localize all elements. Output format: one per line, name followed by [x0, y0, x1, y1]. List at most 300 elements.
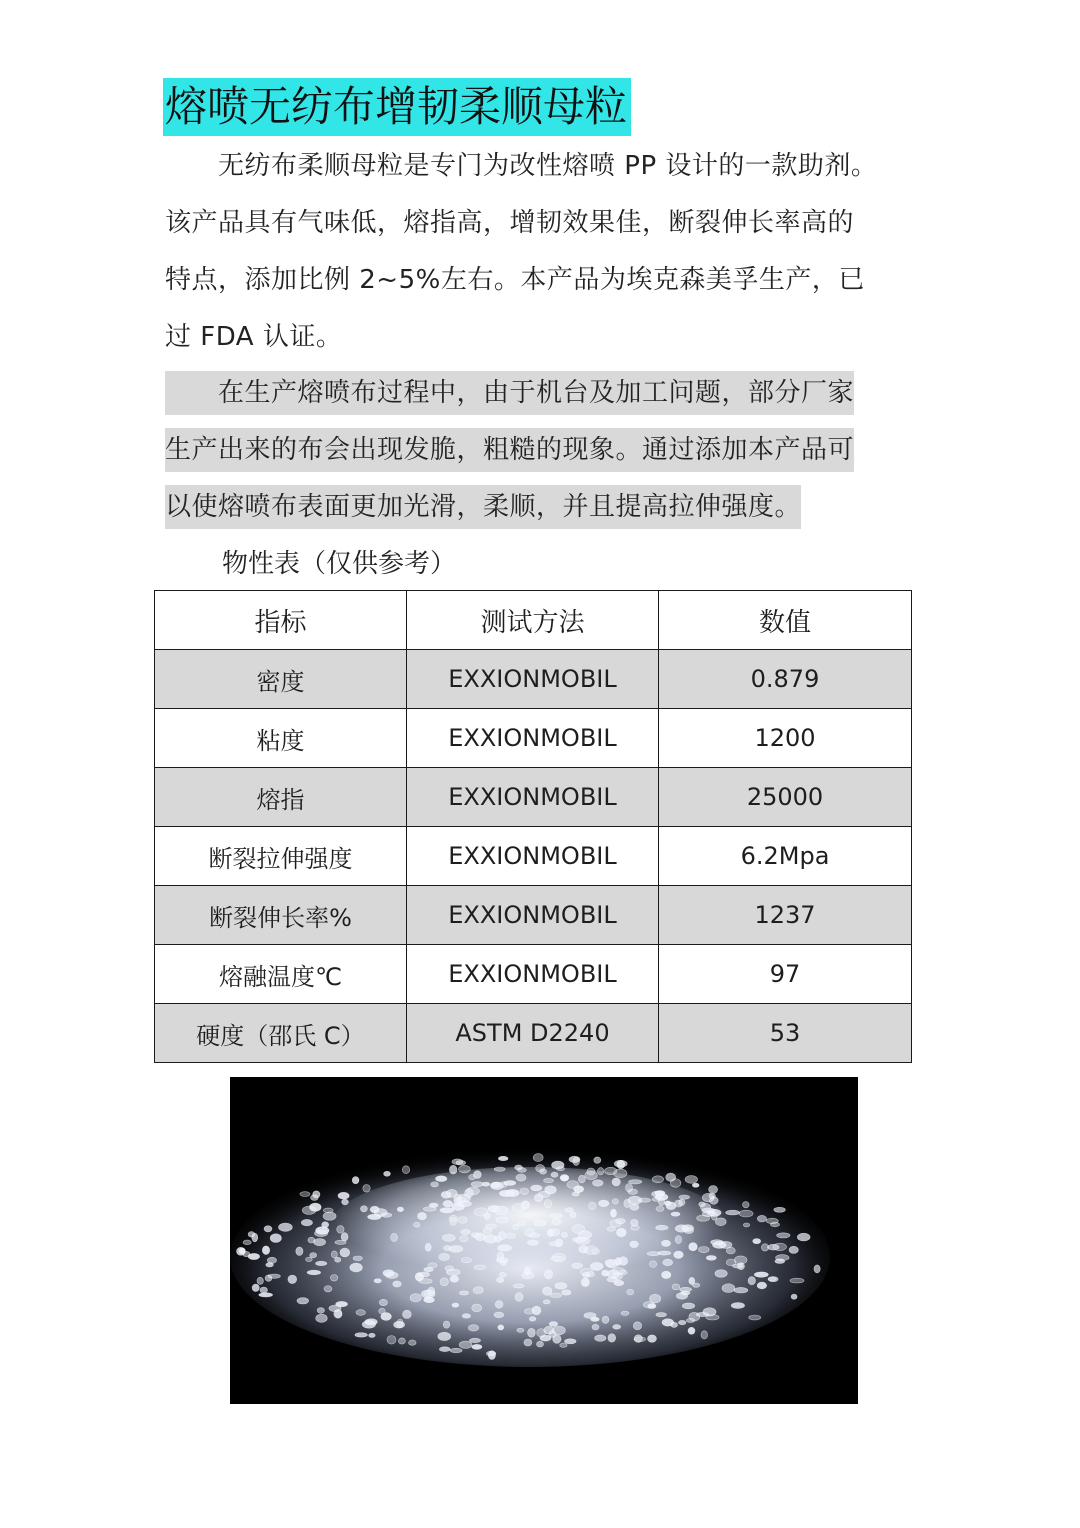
pellet: [488, 1351, 495, 1360]
intro-line: 该产品具有气味低，熔指高，增韧效果佳，断裂伸长率高的: [165, 208, 855, 238]
pellet: [454, 1198, 462, 1206]
pellet: [608, 1334, 616, 1342]
pellet: [638, 1198, 650, 1202]
table-header-cell: 测试方法: [407, 591, 659, 650]
pellet: [397, 1207, 403, 1212]
pellet: [552, 1219, 561, 1226]
pellet: [656, 1225, 668, 1230]
pellet: [676, 1293, 687, 1300]
pellet: [634, 1337, 646, 1342]
pellet: [612, 1199, 618, 1205]
pellet: [334, 1310, 342, 1319]
pellet: [496, 1217, 508, 1223]
pellet: [692, 1283, 699, 1287]
pellet: [593, 1180, 604, 1186]
pellet: [340, 1248, 350, 1257]
pellet: [647, 1252, 660, 1256]
pellet: [685, 1176, 697, 1184]
pellet: [444, 1246, 451, 1251]
pellet: [726, 1247, 735, 1254]
pellet: [739, 1210, 753, 1217]
page-title: 熔喷无纺布增韧柔顺母粒: [163, 78, 631, 136]
pellet: [536, 1165, 545, 1172]
pellet: [465, 1189, 474, 1198]
pellet: [440, 1278, 448, 1286]
pellet: [627, 1289, 634, 1295]
pellet: [630, 1204, 639, 1211]
pellet: [790, 1278, 804, 1283]
pellet: [678, 1320, 686, 1324]
pellet: [743, 1202, 750, 1208]
pellet: [749, 1315, 761, 1320]
pellet: [335, 1240, 346, 1244]
table-row: [155, 1004, 912, 1063]
pellet: [384, 1171, 391, 1176]
value-cell: 0.879: [659, 650, 912, 709]
pellet: [544, 1200, 551, 1208]
pellet: [379, 1308, 386, 1314]
pellet: [797, 1233, 810, 1241]
pellet: [679, 1199, 685, 1205]
pellet: [594, 1157, 601, 1163]
process-line: 以使熔喷布表面更加光滑，柔顺，并且提高拉伸强度。: [165, 485, 801, 529]
pellet: [447, 1189, 458, 1197]
property-name-cell: 硬度（邵氏 C）: [155, 1004, 407, 1063]
pellet: [513, 1284, 524, 1288]
pellet: [671, 1212, 680, 1216]
pellet: [369, 1333, 376, 1337]
pellet: [754, 1272, 768, 1277]
value-cell: 97: [659, 945, 912, 1004]
pellet: [499, 1272, 506, 1277]
pellet: [517, 1168, 526, 1173]
pellet: [520, 1188, 529, 1195]
pellet: [461, 1258, 471, 1263]
pellet: [612, 1178, 620, 1186]
pellet: [474, 1208, 488, 1216]
pellet: [551, 1256, 564, 1261]
intro-line: 无纺布柔顺母粒是专门为改性熔喷 PP 设计的一款助剂。: [165, 151, 878, 181]
pellet: [589, 1202, 596, 1210]
pellet: [515, 1293, 523, 1302]
pellet: [496, 1258, 508, 1263]
pellet: [663, 1259, 673, 1266]
pellet: [409, 1340, 417, 1345]
property-name-cell: 熔融温度℃: [155, 945, 407, 1004]
process-line: 生产出来的布会出现发脆，粗糙的现象。通过添加本产品可: [165, 428, 854, 472]
pellet: [337, 1226, 344, 1234]
pellet: [544, 1326, 554, 1334]
pellet: [562, 1290, 571, 1295]
pellet: [506, 1233, 516, 1239]
pellet: [748, 1277, 755, 1285]
pellet: [612, 1268, 624, 1275]
pellet: [655, 1191, 665, 1196]
pellet: [459, 1165, 471, 1172]
test-method-cell: ASTM D2240: [407, 1004, 659, 1063]
pellet: [374, 1209, 387, 1217]
pellet: [338, 1192, 349, 1199]
pellet: [590, 1262, 603, 1270]
pellet: [421, 1290, 435, 1298]
pellet: [675, 1236, 681, 1244]
pellet: [450, 1348, 462, 1352]
pellet: [524, 1339, 532, 1346]
pellet: [394, 1321, 405, 1328]
pellet: [363, 1185, 370, 1193]
pellet: [560, 1343, 567, 1347]
pellet: [268, 1274, 280, 1278]
table-row: [155, 650, 912, 709]
pellet: [398, 1338, 405, 1344]
pellet: [456, 1161, 466, 1166]
table-row: [155, 945, 912, 1004]
pellet: [356, 1310, 365, 1316]
table-caption: 物性表（仅供参考）: [222, 549, 457, 579]
pellet: [602, 1270, 609, 1276]
product-pellets-photo: [230, 1077, 858, 1404]
pellet: [715, 1270, 727, 1278]
pellet: [288, 1275, 297, 1284]
pellet: [680, 1287, 692, 1291]
pellet: [387, 1336, 396, 1345]
pellet: [262, 1246, 269, 1255]
pellet: [630, 1241, 639, 1248]
pellet: [355, 1333, 368, 1337]
pellet: [494, 1206, 508, 1214]
pellet: [738, 1263, 745, 1270]
pellet: [450, 1217, 457, 1225]
pellet: [671, 1322, 678, 1327]
pellet: [616, 1218, 626, 1223]
pellet: [529, 1317, 536, 1322]
pellet: [442, 1234, 455, 1241]
pellet: [648, 1304, 656, 1309]
pellet: [469, 1338, 480, 1342]
pellet: [734, 1287, 748, 1293]
property-name-cell: 熔指: [155, 768, 407, 827]
pellet: [459, 1341, 472, 1348]
table-header-row: [155, 591, 912, 650]
pellet: [701, 1331, 708, 1339]
pellet: [439, 1347, 450, 1352]
pellet: [482, 1182, 490, 1186]
pellet: [532, 1306, 541, 1315]
pellet: [316, 1227, 329, 1235]
pellet: [631, 1225, 639, 1230]
pellet: [586, 1272, 595, 1277]
pellet: [552, 1326, 565, 1335]
pellet: [472, 1304, 482, 1312]
property-name-cell: 断裂拉伸强度: [155, 827, 407, 886]
pellet: [743, 1223, 749, 1227]
pellet: [316, 1261, 327, 1265]
pellet: [581, 1278, 589, 1287]
pellet: [330, 1275, 337, 1282]
pellet: [419, 1279, 433, 1284]
table-row: [155, 768, 912, 827]
table-row: [155, 886, 912, 945]
pellet: [614, 1160, 627, 1167]
pellet: [616, 1228, 626, 1236]
pellet: [584, 1313, 596, 1319]
pellet: [341, 1233, 348, 1241]
value-cell: 1237: [659, 886, 912, 945]
pellet: [543, 1300, 550, 1304]
pellet: [360, 1206, 367, 1212]
pellet: [555, 1239, 562, 1247]
pellet: [324, 1286, 332, 1292]
pellet: [440, 1208, 454, 1213]
pellet: [323, 1212, 336, 1220]
pellet: [652, 1176, 663, 1183]
pellet: [578, 1175, 585, 1183]
pellet: [439, 1253, 450, 1260]
pellet: [458, 1217, 467, 1224]
pellet: [584, 1246, 597, 1255]
pellet: [549, 1322, 558, 1327]
pellet: [374, 1279, 381, 1283]
pellet: [425, 1243, 431, 1251]
intro-line: 过 FDA 认证。: [165, 322, 343, 352]
pellet: [550, 1229, 559, 1236]
pellet: [259, 1293, 273, 1297]
pellet: [257, 1277, 263, 1284]
pellet: [768, 1277, 776, 1281]
pellet: [335, 1257, 341, 1262]
pellet: [362, 1321, 375, 1329]
pellet: [419, 1272, 430, 1277]
pellet: [538, 1191, 550, 1197]
pellet: [550, 1214, 562, 1219]
intro-line: 特点，添加比例 2~5%左右。本产品为埃克森美孚生产，已: [165, 265, 865, 295]
pellet: [301, 1219, 312, 1225]
pellet: [664, 1201, 671, 1206]
pellet: [757, 1282, 767, 1289]
pellet: [486, 1224, 497, 1229]
pellet: [661, 1240, 670, 1246]
pellet: [498, 1245, 512, 1251]
test-method-cell: EXXIONMOBIL: [407, 650, 659, 709]
value-cell: 53: [659, 1004, 912, 1063]
process-line: 在生产熔喷布过程中，由于机台及加工问题，部分厂家: [165, 371, 854, 415]
pellet-pile-image: [230, 1077, 858, 1404]
pellet: [574, 1186, 584, 1193]
test-method-cell: EXXIONMOBIL: [407, 768, 659, 827]
pellet: [248, 1232, 255, 1238]
pellet: [414, 1222, 420, 1227]
pellet: [410, 1294, 421, 1302]
pellet: [402, 1166, 409, 1174]
pellet: [468, 1325, 478, 1331]
pellet: [656, 1313, 667, 1317]
pellet: [424, 1297, 435, 1303]
pellet: [512, 1204, 524, 1212]
pellet: [614, 1169, 627, 1178]
pellet: [674, 1251, 684, 1258]
pellet: [252, 1284, 259, 1291]
property-name-cell: 粘度: [155, 709, 407, 768]
pellet: [342, 1199, 349, 1205]
pellet: [498, 1156, 508, 1160]
pellet: [551, 1172, 558, 1177]
pellet: [599, 1200, 609, 1207]
pellet: [626, 1184, 633, 1192]
pellet: [436, 1176, 447, 1182]
pellet: [531, 1185, 542, 1191]
pellet: [499, 1190, 513, 1196]
pellet: [766, 1218, 778, 1223]
pellet: [316, 1314, 328, 1322]
pellet: [544, 1178, 554, 1182]
pellet: [267, 1257, 276, 1263]
pellet: [260, 1287, 268, 1293]
pellet: [689, 1243, 698, 1251]
pellet: [565, 1208, 573, 1212]
pellet: [572, 1263, 583, 1269]
pellet: [498, 1325, 504, 1330]
pellet: [757, 1215, 766, 1222]
table-row: [155, 827, 912, 886]
pellet: [598, 1168, 604, 1175]
pellet: [504, 1181, 516, 1186]
pellet: [777, 1233, 790, 1238]
pellet: [585, 1171, 598, 1180]
table-header-cell: 指标: [155, 591, 407, 650]
pellet: [474, 1265, 485, 1270]
pellet: [528, 1328, 536, 1337]
table-header-cell: 数值: [659, 591, 912, 650]
pellet: [561, 1232, 567, 1237]
pellet: [688, 1327, 695, 1334]
value-cell: 6.2Mpa: [659, 827, 912, 886]
pellet: [648, 1335, 657, 1342]
pellet: [522, 1272, 534, 1279]
pellet: [495, 1236, 501, 1242]
pellet: [314, 1239, 326, 1246]
pellet: [550, 1293, 562, 1297]
pellet: [699, 1247, 710, 1253]
pellet: [300, 1192, 310, 1197]
pellet: [726, 1210, 740, 1215]
pellet: [297, 1298, 309, 1304]
pellet: [560, 1175, 569, 1182]
pellet: [611, 1209, 617, 1217]
pellet: [706, 1256, 716, 1261]
pellet: [692, 1183, 699, 1187]
pellet: [682, 1225, 694, 1232]
pellet: [578, 1231, 592, 1239]
value-cell: 25000: [659, 768, 912, 827]
pellet: [774, 1207, 786, 1212]
pellet: [270, 1234, 281, 1243]
pellet: [722, 1284, 735, 1293]
pellet: [462, 1314, 470, 1318]
properties-table: [154, 590, 912, 1063]
pellet: [383, 1270, 394, 1277]
pellet: [814, 1265, 820, 1273]
pellet: [650, 1294, 661, 1303]
pellet: [350, 1263, 363, 1272]
pellet: [317, 1308, 324, 1314]
pellet: [544, 1270, 552, 1279]
pellet: [621, 1311, 629, 1315]
pellet: [633, 1322, 641, 1330]
pellet: [491, 1182, 500, 1187]
pellet: [471, 1182, 483, 1188]
pellet: [353, 1256, 362, 1261]
pellet: [652, 1197, 661, 1201]
pellet: [237, 1247, 246, 1255]
test-method-cell: EXXIONMOBIL: [407, 709, 659, 768]
pellet: [534, 1220, 546, 1226]
pellet: [570, 1212, 576, 1218]
pellet: [473, 1287, 483, 1294]
pellet: [711, 1212, 717, 1220]
pellet: [715, 1218, 726, 1226]
pellet: [452, 1303, 459, 1307]
pellet: [461, 1230, 471, 1235]
pellet: [573, 1157, 580, 1165]
pellet: [607, 1227, 616, 1231]
pellet: [753, 1239, 761, 1244]
pellet: [472, 1344, 482, 1349]
test-method-cell: EXXIONMOBIL: [407, 886, 659, 945]
pellet: [513, 1224, 519, 1229]
pellet: [379, 1299, 387, 1305]
pellet: [459, 1291, 468, 1295]
property-name-cell: 密度: [155, 650, 407, 709]
pellet: [650, 1261, 657, 1268]
pellet: [682, 1303, 695, 1309]
pellet: [310, 1203, 322, 1211]
pellet: [595, 1335, 606, 1341]
pellet: [613, 1325, 621, 1330]
pellet: [264, 1226, 272, 1232]
pellet: [418, 1212, 427, 1219]
pellet: [443, 1321, 450, 1328]
pellet: [517, 1328, 524, 1332]
pellet: [711, 1240, 723, 1245]
pellet: [537, 1341, 544, 1347]
pellet: [666, 1173, 676, 1181]
pellet: [703, 1308, 716, 1316]
pellet: [423, 1207, 436, 1211]
pellet: [243, 1240, 251, 1245]
pellet: [403, 1310, 412, 1318]
pellet: [352, 1177, 359, 1184]
value-cell: 1200: [659, 709, 912, 768]
pellet: [460, 1235, 468, 1241]
pellet: [307, 1270, 321, 1275]
pellet: [495, 1301, 503, 1309]
pellet: [572, 1192, 579, 1196]
pellet: [629, 1180, 642, 1184]
pellet: [497, 1277, 504, 1282]
pellet: [311, 1195, 319, 1201]
pellet: [306, 1257, 313, 1261]
pellet: [709, 1186, 718, 1194]
test-method-cell: EXXIONMOBIL: [407, 827, 659, 886]
pellet: [565, 1339, 577, 1344]
pellet: [679, 1195, 690, 1199]
pellet: [443, 1200, 452, 1207]
pellet: [279, 1223, 293, 1231]
pellet: [438, 1332, 451, 1340]
pellet: [552, 1161, 565, 1169]
pellet: [533, 1154, 543, 1162]
pellet: [553, 1335, 561, 1344]
